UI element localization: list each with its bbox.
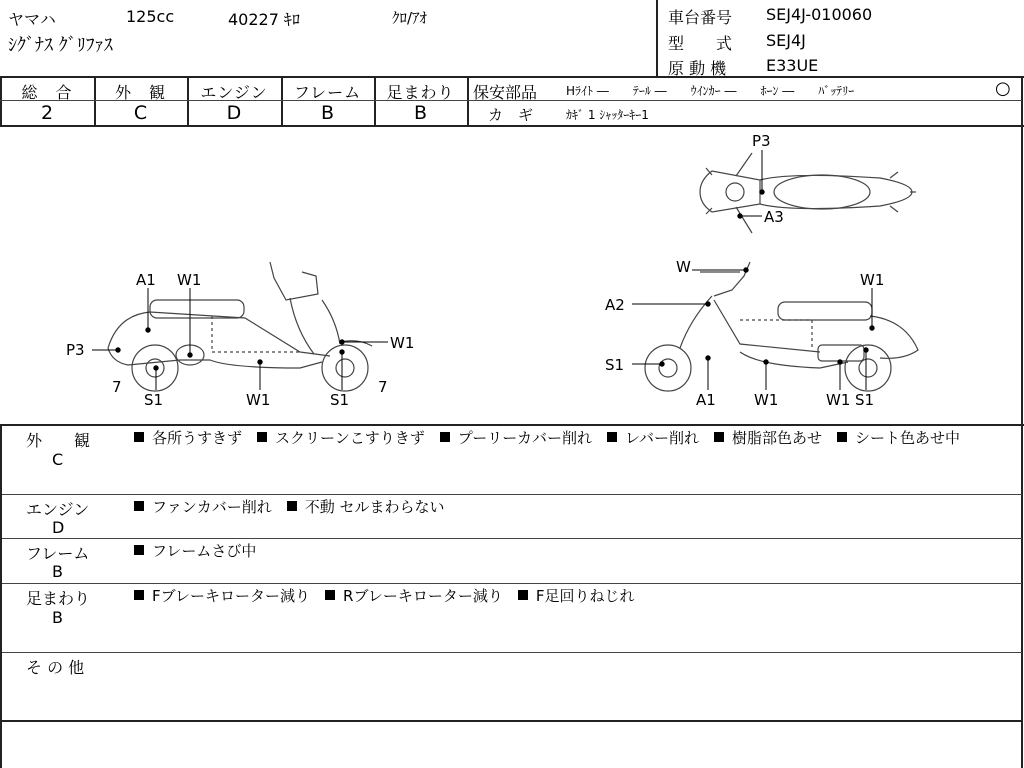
battery-mark: ○ [995,78,1011,99]
frame-value: SEJ4J-010060 [766,5,873,24]
mark-left-p3: P3 [66,341,85,359]
model-name: ｼｸﾞﾅｽ ｸﾞﾘﾌｧｽ [8,35,113,56]
mark-left-7-front: 7 [378,378,388,396]
scooter-top-view [700,153,916,233]
maker: ヤマハ [8,10,56,29]
grade-total-label: 総 合 [21,83,73,102]
type-value: SEJ4J [766,31,806,50]
note-frame-items: フレームさび中 [134,540,1016,562]
mark-left-7-rear: 7 [112,378,122,396]
mark-left-s1-rear: S1 [144,391,164,409]
grade-total-value: 2 [40,102,54,124]
note-engine-grade: D [52,518,65,537]
mark-left-w1-top: W1 [177,271,202,289]
grade-engine-value: D [226,102,242,124]
grade-frame-label: フレーム [293,83,362,102]
grade-frame-value: B [320,102,335,124]
mark-right-w1-rear: W1 [826,391,851,409]
note-exterior-items: 各所うすきず スクリーンこすりきず プーリーカバー削れ レバー削れ 樹脂部色あせ シート色あせ中 [134,427,1016,449]
type-label: 型 式 [668,34,733,53]
grade-suspension-value: B [413,102,428,124]
grade-suspension-label: 足まわり [386,83,455,102]
note-engine-items: ファンカバー削れ 不動 セルまわらない [134,496,1016,518]
note-suspension-label: 足まわり [26,589,91,608]
note-frame-label: フレーム [26,544,90,563]
mark-top-a3: A3 [764,208,784,226]
grade-exterior-value: C [133,102,148,124]
mark-right-s1-rear: S1 [855,391,875,409]
safety-items: Hﾗｲﾄ ― ﾃｰﾙ ― ｳｲﾝｶｰ ― ﾎｰﾝ ― ﾊﾞｯﾃﾘｰ [566,84,855,98]
mark-right-w1-top: W1 [860,271,885,289]
mark-left-w1-bottom: W1 [246,391,271,409]
mark-left-s1-front: S1 [330,391,350,409]
mark-left-w1-front: W1 [390,334,415,352]
grade-exterior-label: 外 観 [114,83,166,102]
grade-engine-label: エンジン [200,83,268,102]
note-frame-grade: B [52,562,63,581]
engine-value: E33UE [766,56,819,75]
mark-right-a1: A1 [696,391,716,409]
note-suspension-items: Fブレーキローター減り Rブレーキローター減り F足回りねじれ [134,585,1016,607]
damage-diagram [0,126,1020,424]
mark-right-w: W [676,258,691,276]
safety-label: 保安部品 [473,83,538,102]
note-other-label: そ の 他 [26,658,85,677]
color: ｸﾛ/ｱｵ [392,9,428,27]
note-engine-label: エンジン [26,500,90,519]
engine-label: 原 動 機 [668,59,727,78]
note-exterior-label: 外 観 [26,431,91,450]
frame-label: 車台番号 [668,8,733,27]
key-value: ｶｷﾞ 1 ｼｬｯﾀｰｷｰ1 [566,108,649,122]
mark-top-p3: P3 [752,132,771,150]
mark-left-a1: A1 [136,271,156,289]
displacement: 125cc [126,7,175,26]
mileage: 40227 ｷﾛ [228,10,300,29]
note-exterior-grade: C [52,450,64,469]
mark-right-a2: A2 [605,296,625,314]
key-label: カ ギ [488,106,534,124]
note-suspension-grade: B [52,608,63,627]
mark-right-s1-front: S1 [605,356,625,374]
mark-right-w1-mid: W1 [754,391,779,409]
